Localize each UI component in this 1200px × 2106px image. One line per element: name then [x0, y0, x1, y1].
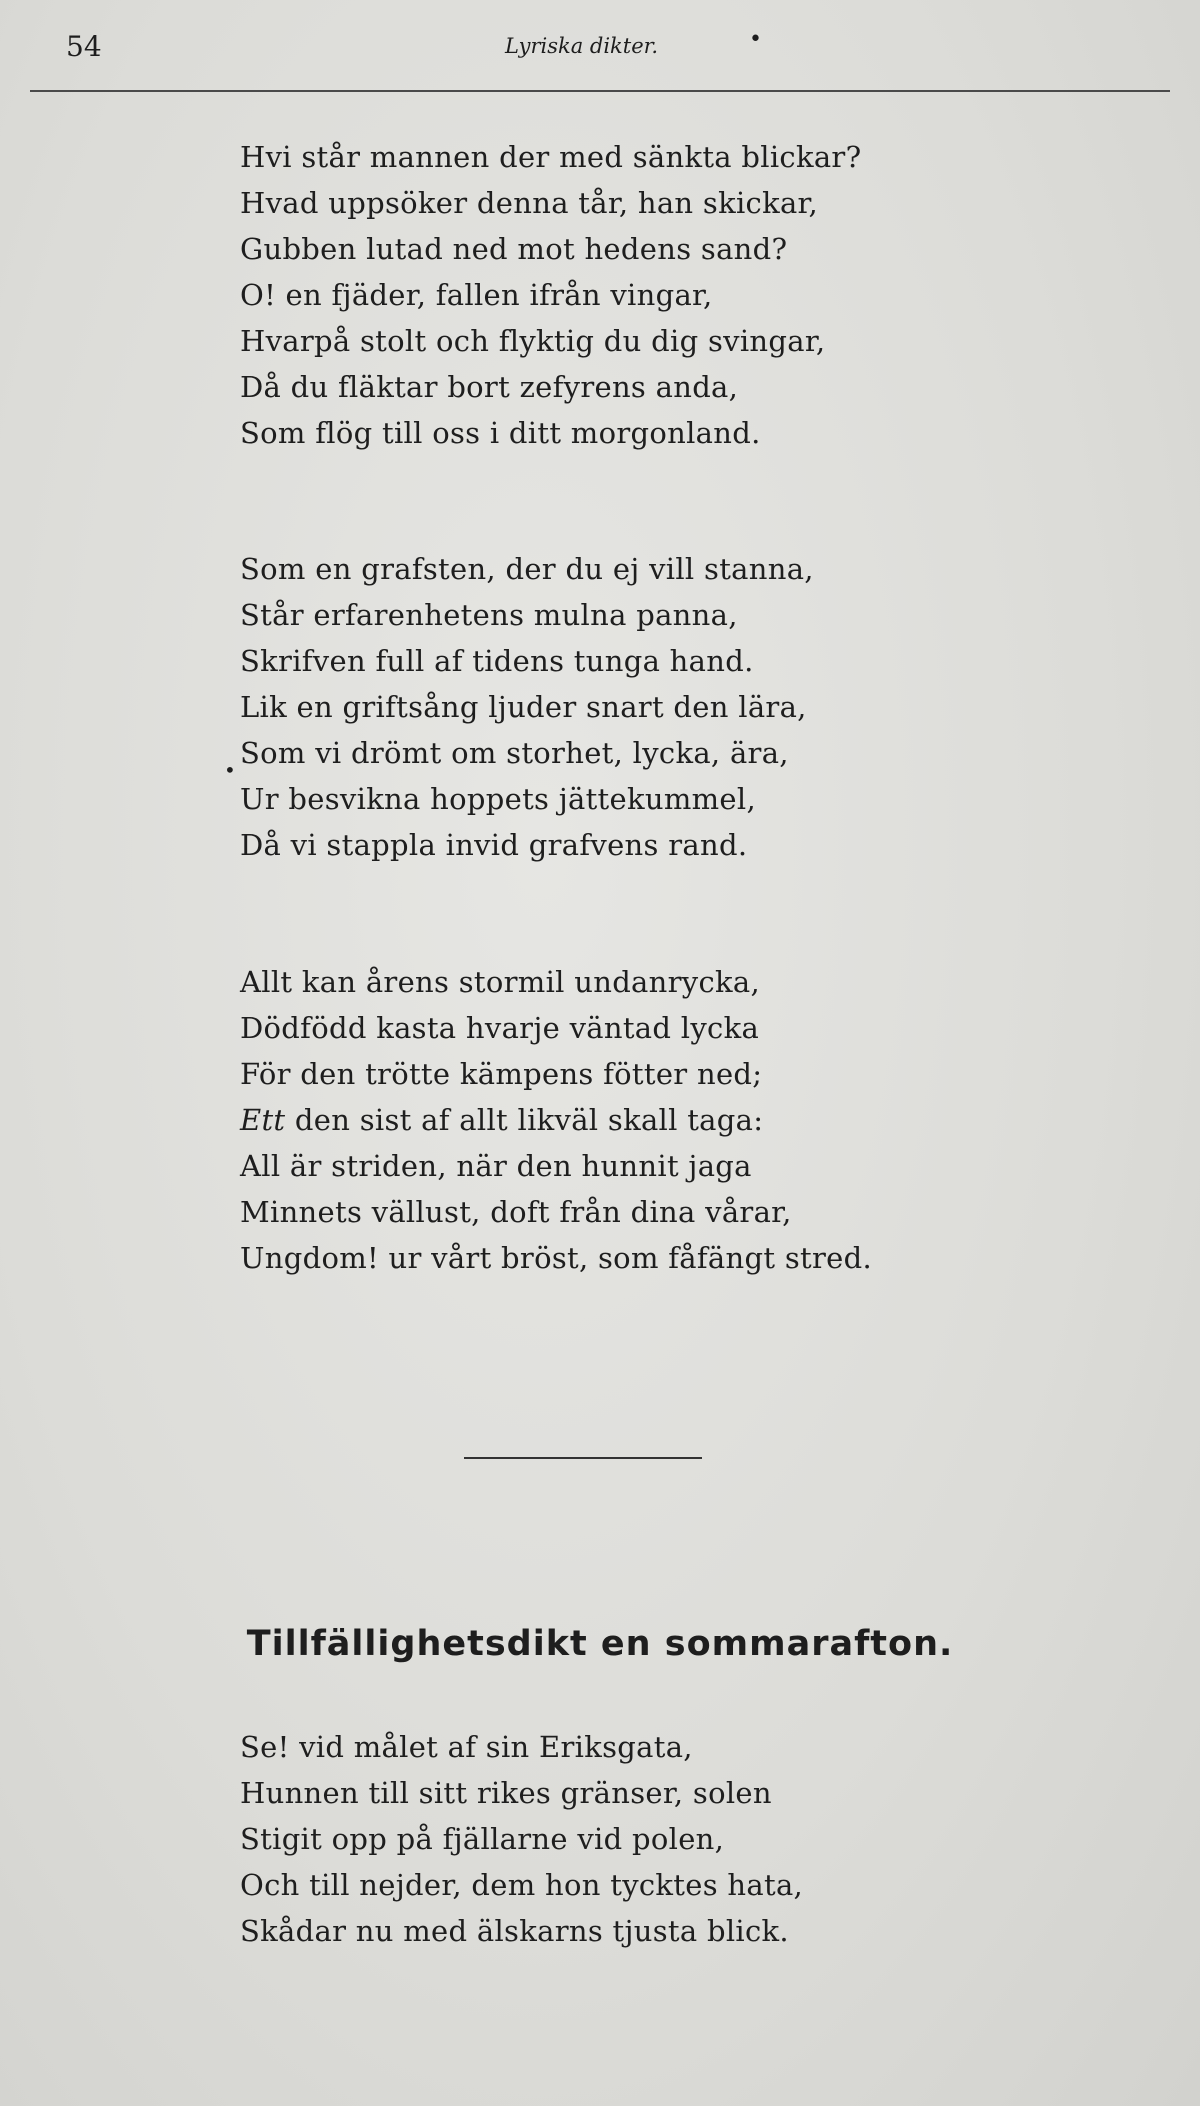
- margin-dot: •: [224, 758, 236, 782]
- verse-line: O! en fjäder, fallen ifrån vingar,: [240, 278, 713, 312]
- verse-line: Hvi står mannen der med sänkta blickar?: [240, 140, 862, 174]
- verse-line: Som flög till oss i ditt morgonland.: [240, 416, 761, 450]
- page-number: 54: [66, 30, 102, 63]
- verse-line: Skådar nu med älskarns tjusta blick.: [240, 1914, 789, 1948]
- verse-line: Hunnen till sitt rikes gränser, solen: [240, 1776, 772, 1810]
- verse-line: Står erfarenhetens mulna panna,: [240, 598, 738, 632]
- poem1-stanza-2: [240, 546, 814, 868]
- emphasized-word: Ett: [240, 1103, 286, 1137]
- verse-line: Gubben lutad ned mot hedens sand?: [240, 232, 788, 266]
- header-rule: [30, 90, 1170, 92]
- running-title: Lyriska dikter.: [505, 34, 659, 58]
- verse-line-rest: den sist af allt likväl skall taga:: [285, 1103, 764, 1137]
- verse-line: Ur besvikna hoppets jättekummel,: [240, 782, 756, 816]
- verse-line: Och till nejder, dem hon tycktes hata,: [240, 1868, 804, 1902]
- verse-line: All är striden, när den hunnit jaga: [240, 1149, 752, 1183]
- poem1-stanza-3: [240, 959, 872, 1281]
- verse-line: [240, 1097, 872, 1143]
- verse-line: Se! vid målet af sin Eriksgata,: [240, 1730, 693, 1764]
- verse-line: Minnets vällust, doft från dina vårar,: [240, 1195, 792, 1229]
- verse-line: Skrifven full af tidens tunga hand.: [240, 644, 754, 678]
- poem-title: Tillfällighetsdikt en sommarafton.: [246, 1624, 954, 1664]
- verse-line: Dödfödd kasta hvarje väntad lycka: [240, 1011, 760, 1045]
- verse-line: Allt kan årens stormil undanrycka,: [240, 965, 760, 999]
- verse-line: Lik en griftsång ljuder snart den lära,: [240, 690, 807, 724]
- poem1-stanza-1: [240, 134, 861, 456]
- verse-line: Då du fläktar bort zefyrens anda,: [240, 370, 739, 404]
- verse-line: Ungdom! ur vårt bröst, som fåfängt stred.: [240, 1241, 872, 1275]
- verse-line: För den trötte kämpens fötter ned;: [240, 1057, 763, 1091]
- page-header: [0, 0, 1200, 100]
- header-dot: •: [749, 27, 762, 52]
- verse-line: Då vi stappla invid grafvens rand.: [240, 828, 748, 862]
- verse-line: Hvad uppsöker denna tår, han skickar,: [240, 186, 819, 220]
- section-divider: [464, 1457, 702, 1459]
- verse-line: Som vi drömt om storhet, lycka, ära,: [240, 736, 789, 770]
- verse-line: Hvarpå stolt och flyktig du dig svingar,: [240, 324, 826, 358]
- verse-line: Stigit opp på fjällarne vid polen,: [240, 1822, 725, 1856]
- verse-line: Som en grafsten, der du ej vill stanna,: [240, 552, 814, 586]
- poem2-stanza-1: [240, 1724, 803, 1954]
